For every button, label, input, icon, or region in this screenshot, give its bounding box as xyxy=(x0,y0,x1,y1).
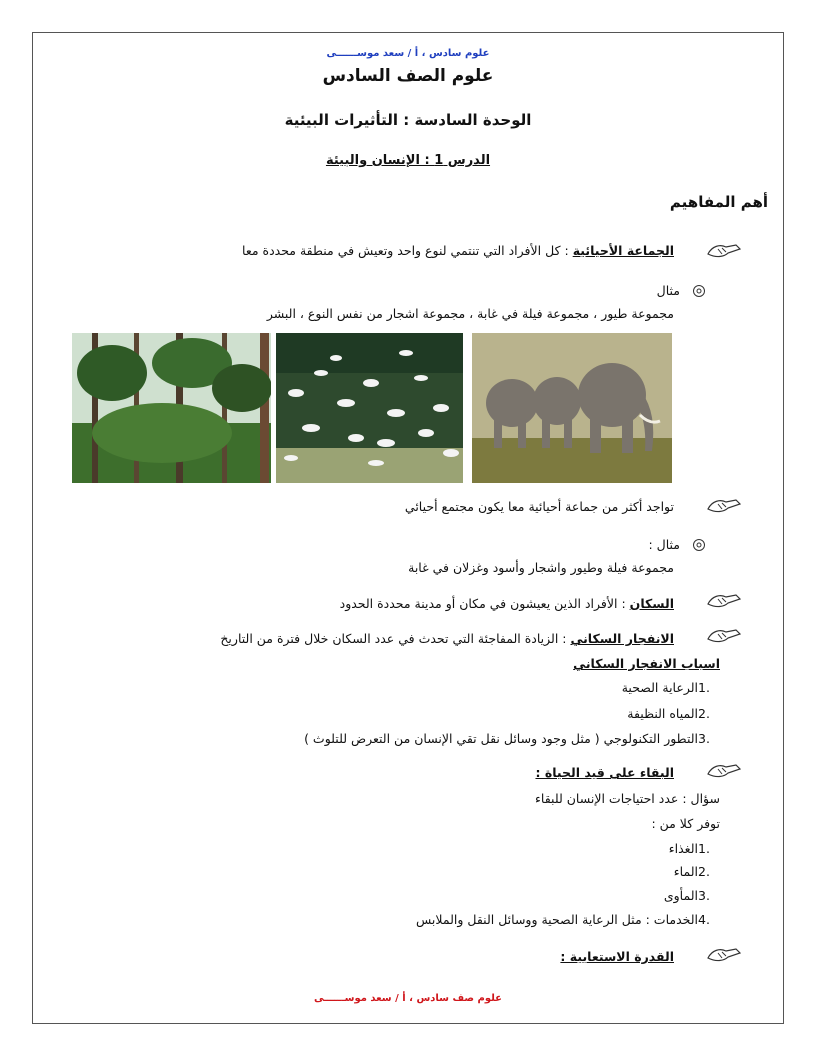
concepts-heading: أهم المفاهيم xyxy=(669,193,768,211)
writing-hand-icon xyxy=(706,497,742,515)
residents-definition-text: : الأفراد الذين يعيشون في مكان أو مدينة محددة الحدود xyxy=(339,596,630,611)
list-item: .4الخدمات : مثل الرعاية الصحية ووسائل النقل والملابس xyxy=(416,912,710,927)
page-title: علوم الصف السادس xyxy=(322,66,494,86)
population-example-text: مجموعة طيور ، مجموعة فيلة في غابة ، مجموعة اشجار من نفس النوع ، البشر xyxy=(266,306,674,321)
population-term: الجماعة الأحيائية xyxy=(572,243,674,258)
birds-image xyxy=(276,333,463,483)
community-definition: تواجد أكثر من جماعة أحيائية معا يكون مجتمع أحيائي xyxy=(404,499,674,514)
explosion-causes-heading: اسباب الانفجار السكاني xyxy=(573,656,720,671)
writing-hand-icon xyxy=(706,946,742,964)
page-footer: علوم صف سادس ، أ / سعد موســــــى xyxy=(313,993,503,1004)
capacity-term: القدرة الاستعابية : xyxy=(560,949,674,964)
list-item: .1الرعاية الصحية xyxy=(621,680,710,695)
survival-answer-intro: توفر كلا من : xyxy=(651,816,720,831)
flower-bullet-icon xyxy=(692,538,706,552)
forest-image xyxy=(72,333,271,483)
lesson-title: الدرس 1 : الإنسان والبيئة xyxy=(325,153,491,168)
writing-hand-icon xyxy=(706,592,742,610)
community-example-label: مثال : xyxy=(648,537,680,552)
residents-term: السكان xyxy=(629,596,674,611)
community-example-text: مجموعة فيلة وطيور واشجار وأسود وغزلان في غابة xyxy=(408,560,674,575)
explosion-definition xyxy=(220,631,674,646)
elephants-image xyxy=(472,333,672,483)
population-definition xyxy=(242,243,674,258)
writing-hand-icon xyxy=(706,762,742,780)
flower-bullet-icon xyxy=(692,284,706,298)
list-item: .2المياه النظيفة xyxy=(627,706,710,721)
population-example-label: مثال xyxy=(656,283,680,298)
writing-hand-icon xyxy=(706,627,742,645)
residents-definition xyxy=(340,596,674,611)
population-definition-text: : كل الأفراد التي تنتمي لنوع واحد وتعيش في منطقة محددة معا xyxy=(242,243,573,258)
survival-question: سؤال : عدد احتياجات الإنسان للبقاء xyxy=(535,791,720,806)
list-item: .3التطور التكنولوجي ( مثل وجود وسائل نقل تقي الإنسان من التعرض للتلوث ) xyxy=(304,731,710,746)
explosion-term: الانفجار السكاني xyxy=(570,631,674,646)
list-item: .3المأوى xyxy=(663,888,710,903)
list-item: .1الغذاء xyxy=(668,841,710,856)
page-frame xyxy=(32,32,784,1024)
survival-term: البقاء على قيد الحياة : xyxy=(535,765,674,780)
unit-title: الوحدة السادسة : التأثيرات البيئية xyxy=(284,111,532,129)
list-item: .2الماء xyxy=(673,864,710,879)
writing-hand-icon xyxy=(706,242,742,260)
explosion-definition-text: : الزيادة المفاجئة التي تحدث في عدد السكان خلال فترة من التاريخ xyxy=(220,631,571,646)
page-header: علوم سادس ، أ / سعد موســــــى xyxy=(326,48,490,59)
